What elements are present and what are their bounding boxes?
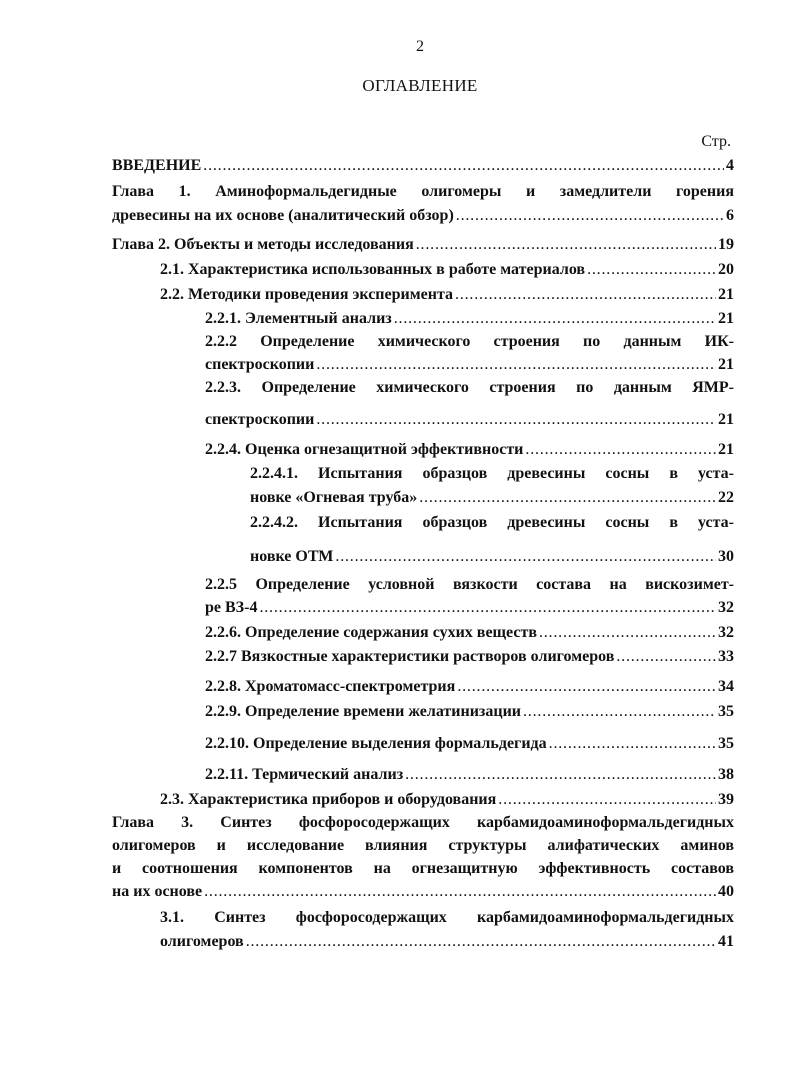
toc-entry-2-2-10 bbox=[205, 734, 734, 754]
toc-entry-page: 20 bbox=[718, 261, 734, 278]
toc-entry-page: 38 bbox=[718, 766, 734, 783]
pages-column-label: Стр. bbox=[701, 133, 731, 150]
dot-leader bbox=[246, 932, 716, 952]
toc-entry-2-2-2 bbox=[205, 332, 734, 375]
dot-leader bbox=[419, 488, 716, 508]
toc-entry-page: 39 bbox=[718, 791, 734, 808]
toc-entry-title: ВВЕДЕНИЕ bbox=[112, 157, 202, 174]
dot-leader bbox=[316, 410, 716, 430]
toc-entry-title: 2.2.4. Оценка огнезащитной эффективности bbox=[205, 441, 524, 458]
toc-entry-page: 33 bbox=[718, 648, 734, 665]
toc-entry-page: 40 bbox=[718, 883, 734, 900]
dot-leader bbox=[457, 677, 716, 697]
toc-entry-title: 2.2.10. Определение выделения формальдегида bbox=[205, 735, 547, 752]
toc-entry-title: 2.2.8. Хроматомасс-спектрометрия bbox=[205, 678, 456, 695]
toc-entry-page: 35 bbox=[718, 735, 734, 752]
toc-entry-page: 32 bbox=[718, 624, 734, 641]
toc-entry-title-line: новке «Огневая труба» bbox=[250, 489, 418, 506]
dot-leader bbox=[394, 309, 716, 329]
dot-leader bbox=[616, 647, 716, 667]
toc-entry-title-line: 2.2.4.2. Испытания образцов древесины сосны в уста- bbox=[250, 514, 734, 531]
toc-entry-title-line: 3.1. Синтез фосфоросодержащих карбамидоаминоформальдегидных bbox=[160, 909, 734, 926]
toc-entry-page: 21 bbox=[718, 286, 734, 303]
toc-entry-title: 2.2.9. Определение времени желатинизации bbox=[205, 703, 521, 720]
toc-entry-page: 35 bbox=[718, 703, 734, 720]
dot-leader bbox=[539, 623, 716, 643]
toc-entry-2-2 bbox=[160, 285, 734, 305]
toc-entry-title: 2.2.7 Вязкостные характеристики растворов олигомеров bbox=[205, 648, 615, 665]
page-number: 2 bbox=[416, 38, 424, 55]
toc-entry-title-line: новке ОТМ bbox=[250, 548, 334, 565]
toc-entry-chapter-3 bbox=[112, 813, 734, 902]
toc-entry-page: 4 bbox=[726, 157, 734, 174]
toc-entry-title-line: олигомеров bbox=[160, 933, 244, 950]
dot-leader bbox=[405, 765, 716, 785]
toc-entry-title-line: 2.2.2 Определение химического строения по данным ИК- bbox=[205, 333, 734, 350]
toc-entry-title: 2.2.1. Элементный анализ bbox=[205, 310, 392, 327]
toc-entry-page: 19 bbox=[718, 236, 734, 253]
toc-entry-title-line: олигомеров и исследование влияния структуры алифатических аминов bbox=[112, 837, 734, 854]
dot-leader bbox=[316, 355, 716, 375]
toc-entry-title-line: и соотношения компонентов на огнезащитную эффективность составов bbox=[112, 860, 734, 877]
toc-entry-page: 21 bbox=[718, 411, 734, 428]
dot-leader bbox=[335, 547, 716, 567]
toc-entry-2-2-1 bbox=[205, 309, 734, 329]
toc-entry-2-2-4 bbox=[205, 440, 734, 460]
toc-entry-title: 2.1. Характеристика использованных в работе материалов bbox=[160, 261, 586, 278]
dot-leader bbox=[549, 734, 716, 754]
dot-leader bbox=[455, 285, 716, 305]
dot-leader bbox=[525, 440, 716, 460]
toc-entry-title: 2.2.6. Определение содержания сухих веществ bbox=[205, 624, 537, 641]
toc-entry-page: 21 bbox=[718, 356, 734, 373]
toc-entry-title-line: Глава 1. Аминоформальдегидные олигомеры и замедлители горения bbox=[112, 183, 734, 200]
dot-leader bbox=[204, 882, 716, 902]
toc-entry-2-2-9 bbox=[205, 702, 734, 722]
toc-entry-chapter-2 bbox=[112, 235, 734, 255]
toc-entry-page: 21 bbox=[718, 310, 734, 327]
toc-entry-2-2-5 bbox=[205, 575, 734, 618]
toc-entry-title-line: спектроскопии bbox=[205, 356, 315, 373]
toc-entry-page: 32 bbox=[718, 599, 734, 616]
dot-leader bbox=[523, 702, 716, 722]
toc-entry-page: 41 bbox=[718, 933, 734, 950]
toc-entry-chapter-1 bbox=[112, 182, 734, 226]
toc-entry-2-2-4-1 bbox=[250, 464, 734, 508]
toc-entry-title-line: ре ВЗ-4 bbox=[205, 599, 258, 616]
toc-entry-2-2-6 bbox=[205, 623, 734, 643]
dot-leader bbox=[259, 598, 716, 618]
toc-entry-title-line: 2.2.5 Определение условной вязкости состава на вискозимет- bbox=[205, 576, 734, 593]
dot-leader bbox=[203, 156, 724, 176]
toc-title: ОГЛАВЛЕНИЕ bbox=[362, 76, 478, 95]
toc-entry-title-line: спектроскопии bbox=[205, 411, 315, 428]
toc-entry-title-line: на их основе bbox=[112, 883, 203, 900]
toc-entry-title-line: 2.2.4.1. Испытания образцов древесины сосны в уста- bbox=[250, 465, 734, 482]
toc-entry-title: 2.2. Методики проведения эксперимента bbox=[160, 286, 454, 303]
toc-entry-page: 6 bbox=[726, 207, 734, 224]
toc-entry-title-line: древесины на их основе (аналитический обзор) bbox=[112, 207, 454, 224]
dot-leader bbox=[416, 235, 716, 255]
toc-entry-page: 21 bbox=[718, 441, 734, 458]
toc-entry-introduction bbox=[112, 156, 734, 176]
toc-entry-page: 34 bbox=[718, 678, 734, 695]
toc-entry-title: 2.2.11. Термический анализ bbox=[205, 766, 404, 783]
toc-entry-title: 2.3. Характеристика приборов и оборудования bbox=[160, 791, 497, 808]
toc-entry-title: Глава 2. Объекты и методы исследования bbox=[112, 236, 414, 253]
toc-entry-3-1 bbox=[160, 908, 734, 952]
toc-entry-page: 30 bbox=[718, 548, 734, 565]
toc-entry-2-2-7 bbox=[205, 647, 734, 667]
dot-leader bbox=[456, 206, 724, 226]
dot-leader bbox=[587, 260, 716, 280]
toc-entry-title-line: 2.2.3. Определение химического строения по данным ЯМР- bbox=[205, 379, 734, 396]
toc-entry-page: 22 bbox=[718, 489, 734, 506]
toc-entry-2-2-4-2 bbox=[250, 513, 734, 567]
toc-entry-2-2-11 bbox=[205, 765, 734, 785]
dot-leader bbox=[498, 790, 716, 810]
toc-entry-2-3 bbox=[160, 790, 734, 810]
toc-entry-2-2-8 bbox=[205, 677, 734, 697]
toc-entry-title-line: Глава 3. Синтез фосфоросодержащих карбамидоаминоформальдегидных bbox=[112, 814, 734, 831]
toc-entry-2-2-3 bbox=[205, 378, 734, 430]
toc-entry-2-1 bbox=[160, 260, 734, 280]
